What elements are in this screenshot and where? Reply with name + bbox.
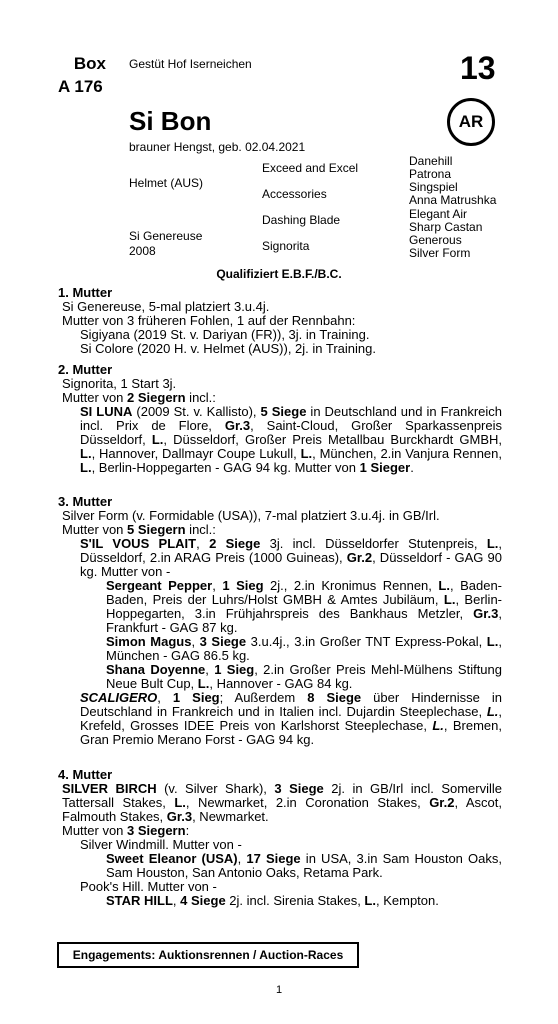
box-number: A 176 [58, 77, 103, 96]
offspring-line: Sigiyana (2019 St. v. Dariyan (FR)), 3j. in Training. [80, 327, 370, 342]
pedigree-great-grandparent: Generous [409, 233, 462, 247]
offspring-entry: SILVER BIRCH (v. Silver Shark), 3 Siege 2j. in GB/Irl incl. Somerville Tattersall Stakes, L., Newmarket, 2.in Coronation Stakes, Gr.2, Ascot, Falmouth Stakes, Gr.3, Newmarket. [62, 781, 502, 824]
text-line: Signorita, 1 Start 3j. [62, 376, 177, 391]
text-line: Pook's Hill. Mutter von - [80, 879, 217, 894]
pedigree-grandparent: Signorita [262, 239, 310, 253]
box-label: Box [73, 54, 106, 73]
text-line: Mutter von 2 Siegern incl.: [62, 390, 216, 405]
engagements-box: Engagements: Auktionsrennen / Auction-Races [57, 942, 359, 968]
offspring-entry: STAR HILL, 4 Siege 2j. incl. Sirenia Stakes, L., Kempton. [106, 893, 439, 908]
pedigree-great-grandparent: Elegant Air [409, 207, 468, 221]
breeder: Gestüt Hof Iserneichen [129, 57, 252, 71]
offspring-entry: Simon Magus, 3 Siege 3.u.4j., 3.in Großer TNT Express-Pokal, L., München - GAG 86.5 kg. [106, 634, 502, 663]
pedigree-great-grandparent: Silver Form [409, 246, 471, 260]
offspring-line: Si Colore (2020 H. v. Helmet (AUS)), 2j. in Training. [80, 341, 376, 356]
horse-description: brauner Hengst, geb. 02.04.2021 [129, 140, 306, 154]
pedigree-sire: Helmet (AUS) [129, 176, 204, 190]
text-line: Mutter von 3 Siegern: [62, 823, 190, 838]
section-heading: 2. Mutter [58, 362, 113, 377]
offspring-entry: Sergeant Pepper, 1 Sieg 2j., 2.in Kronimus Rennen, L., Baden-Baden, Preis der Luhrs/Holst GMBH & Amtes Jubiläum, L., Berlin-Hoppegarten, 3.in Frühjahrspreis des Bankhaus Metzler, Gr.3, Frankfurt - GAG 87 kg. [106, 578, 503, 635]
horse-name: Si Bon [129, 106, 212, 136]
pedigree-dam: Si Genereuse [129, 229, 203, 243]
text-line: Mutter von 5 Siegern incl.: [62, 522, 216, 537]
text-line: Silver Windmill. Mutter von - [80, 837, 242, 852]
section-mutter-4 [58, 768, 502, 908]
section-mutter-1 [58, 286, 502, 356]
ar-badge: AR [447, 98, 495, 146]
offspring-entry: Shana Doyenne, 1 Sieg, 2.in Großer Preis Mehl-Mülhens Stiftung Neue Bult Cup, L., Hannover - GAG 84 kg. [106, 662, 502, 691]
lot-number: 13 [460, 50, 496, 86]
section-mutter-3 [58, 495, 502, 747]
qualification: Qualifiziert E.B.F./B.C. [216, 267, 342, 281]
pedigree-great-grandparent: Sharp Castan [409, 220, 483, 234]
text-line: Si Genereuse, 5-mal platziert 3.u.4j. [62, 299, 270, 314]
section-heading: 1. Mutter [58, 285, 113, 300]
text-line: Silver Form (v. Formidable (USA)), 7-mal platziert 3.u.4j. in GB/Irl. [62, 508, 440, 523]
pedigree-grandparent: Dashing Blade [262, 213, 341, 227]
section-heading: 4. Mutter [58, 767, 113, 782]
text-line: Mutter von 3 früheren Fohlen, 1 auf der Rennbahn: [62, 313, 356, 328]
pedigree-great-grandparent: Patrona [409, 167, 452, 181]
page-number: 1 [275, 984, 283, 996]
pedigree-grandparent: Exceed and Excel [262, 161, 359, 175]
offspring-entry: S'IL VOUS PLAIT, 2 Siege 3j. incl. Düsseldorfer Stutenpreis, L., Düsseldorf, 2.in ARAG Preis (1000 Guineas), Gr.2, Düsseldorf - GAG 90 kg. Mutter von - [80, 536, 502, 579]
section-heading: 3. Mutter [58, 494, 113, 509]
pedigree-great-grandparent: Singspiel [409, 180, 458, 194]
offspring-entry: SCALIGERO, 1 Sieg; Außerdem 8 Siege über Hindernisse in Deutschland in Frankreich und in Italien incl. Dujardin Steeplechase, L., Krefeld, Grosses IDEE Preis von Karlshorst Steeplechase, L., Bremen, Gran Premio Merano Forst - GAG 94 kg. [80, 690, 502, 747]
pedigree-great-grandparent: Anna Matrushka [409, 193, 497, 207]
offspring-entry: SI LUNA (2009 St. v. Kallisto), 5 Siege in Deutschland und in Frankreich incl. Prix de Flore, Gr.3, Saint-Cloud, Großer Sparkassenpreis Düsseldorf, L., Düsseldorf, Großer Preis Metallbau Burckhardt GMBH, L., Hannover, Dallmayr Coupe Lukull, L., München, 2.in Vanjura Rennen, L., Berlin-Hoppegarten - GAG 94 kg. Mutter von 1 Sieger. [80, 404, 503, 475]
pedigree-grandparent: Accessories [262, 187, 327, 201]
offspring-entry: Sweet Eleanor (USA), 17 Siege in USA, 3.in Sam Houston Oaks, Sam Houston, San Antonio Oaks, Retama Park. [106, 851, 502, 880]
section-mutter-2 [58, 363, 502, 475]
pedigree-great-grandparent: Danehill [409, 154, 453, 168]
pedigree-dam-year: 2008 [129, 244, 156, 258]
